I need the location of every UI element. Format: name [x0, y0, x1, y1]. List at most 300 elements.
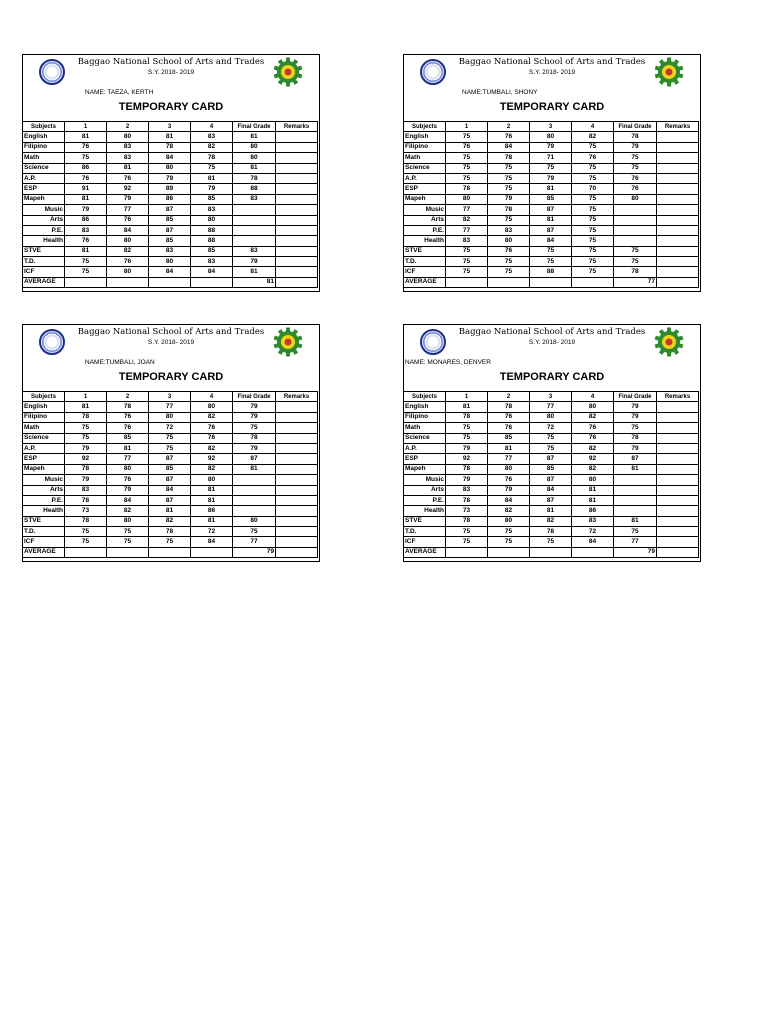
grade-cell-q1: 79	[65, 205, 107, 215]
grade-cell-q3: 87	[530, 475, 572, 485]
table-row	[404, 495, 699, 505]
remarks-cell	[276, 464, 318, 474]
final-grade-cell: 75	[614, 163, 657, 173]
grade-cell-q4: 75	[572, 267, 614, 277]
table-row	[23, 184, 318, 194]
card-title: TEMPORARY CARD	[499, 101, 605, 113]
grade-cell-q2: 81	[107, 163, 149, 173]
final-grade-cell: 76	[614, 173, 657, 183]
grade-cell-q2: 79	[107, 194, 149, 204]
grade-cell-q1: 75	[65, 527, 107, 537]
grade-cell-q1: 73	[65, 506, 107, 516]
average-label: AVERAGE	[404, 277, 446, 287]
subject-cell: Health	[404, 506, 446, 516]
remarks-cell	[276, 402, 318, 412]
column-header: 1	[446, 122, 488, 132]
grade-cell-q2: 76	[488, 246, 530, 256]
remarks-cell	[276, 537, 318, 547]
column-header: Subjects	[404, 122, 446, 132]
table-row	[404, 257, 699, 267]
subject-cell: Music	[404, 205, 446, 215]
subject-cell: English	[404, 402, 446, 412]
school-year: S.Y. 2018- 2019	[528, 69, 576, 76]
final-grade-cell: 79	[614, 142, 657, 152]
grade-cell-q4: 88	[191, 236, 233, 246]
grade-cell-q4: 83	[191, 132, 233, 142]
grade-cell-q3: 79	[149, 173, 191, 183]
grade-cell-q1: 75	[446, 537, 488, 547]
subject-cell: ESP	[23, 184, 65, 194]
final-grade-cell	[614, 475, 657, 485]
final-grade-cell: 75	[233, 423, 276, 433]
grade-cell-q4: 84	[572, 537, 614, 547]
grade-cell-q4: 76	[191, 423, 233, 433]
grade-cell-q1: 77	[446, 225, 488, 235]
grade-cell-q1: 76	[446, 142, 488, 152]
remarks-cell	[657, 153, 699, 163]
grade-cell-q1: 75	[65, 257, 107, 267]
remarks-cell	[657, 454, 699, 464]
school-name: Baggao National School of Arts and Trades	[458, 57, 646, 67]
subject-cell: Mapeh	[23, 194, 65, 204]
average-row	[404, 277, 699, 287]
grade-cell-q1: 76	[65, 173, 107, 183]
final-grade-cell: 80	[233, 142, 276, 152]
column-header: Final Grade	[233, 392, 276, 402]
final-grade-cell	[614, 506, 657, 516]
remarks-cell	[276, 132, 318, 142]
final-grade-cell	[614, 225, 657, 235]
student-name: NAME:TUMBALI, SHONY	[462, 89, 538, 96]
grade-cell-q3: 81	[149, 132, 191, 142]
grade-cell-q3: 79	[530, 173, 572, 183]
grade-cell-q3: 77	[149, 402, 191, 412]
grade-cell-q1: 79	[446, 475, 488, 485]
remarks-cell	[657, 132, 699, 142]
final-grade-cell	[233, 205, 276, 215]
grade-cell-q2: 79	[488, 194, 530, 204]
grade-cell-q2: 75	[488, 173, 530, 183]
grade-cell-q2: 80	[107, 132, 149, 142]
column-header: 2	[488, 122, 530, 132]
grade-cell-q2: 80	[107, 267, 149, 277]
table-row	[404, 215, 699, 225]
final-grade-cell: 75	[614, 246, 657, 256]
grade-cell-q1: 78	[446, 412, 488, 422]
grade-cell-q3: 80	[149, 163, 191, 173]
grade-cell-q4: 80	[191, 475, 233, 485]
final-grade-cell: 81	[233, 163, 276, 173]
remarks-cell	[276, 142, 318, 152]
grade-cell-q4: 82	[191, 142, 233, 152]
grade-cell-q4: 78	[191, 153, 233, 163]
empty-cell	[65, 547, 107, 557]
remarks-cell	[276, 506, 318, 516]
grade-cell-q4: 80	[572, 475, 614, 485]
subject-cell: Health	[23, 236, 65, 246]
subject-cell: ICF	[23, 267, 65, 277]
subject-cell: Arts	[404, 215, 446, 225]
subject-cell: Filipino	[23, 142, 65, 152]
table-row	[404, 225, 699, 235]
grade-cell-q3: 75	[149, 537, 191, 547]
empty-cell	[446, 547, 488, 557]
grade-cell-q2: 80	[107, 464, 149, 474]
grade-cell-q3: 80	[149, 412, 191, 422]
final-grade-cell	[233, 225, 276, 235]
grade-cell-q2: 75	[488, 184, 530, 194]
table-row	[23, 485, 318, 495]
grade-cell-q2: 77	[488, 454, 530, 464]
grade-cell-q1: 75	[65, 433, 107, 443]
remarks-cell	[276, 153, 318, 163]
subject-cell: T.D.	[23, 257, 65, 267]
column-header: Final Grade	[614, 122, 657, 132]
table-row	[23, 194, 318, 204]
subject-cell: Music	[404, 475, 446, 485]
final-grade-cell	[233, 485, 276, 495]
empty-cell	[276, 547, 318, 557]
grade-cell-q4: 76	[572, 153, 614, 163]
grade-cell-q3: 87	[149, 205, 191, 215]
report-card	[403, 324, 701, 562]
table-row	[23, 433, 318, 443]
empty-cell	[65, 277, 107, 287]
average-label: AVERAGE	[23, 277, 65, 287]
grade-cell-q1: 75	[65, 423, 107, 433]
subject-cell: STVE	[23, 246, 65, 256]
remarks-cell	[657, 516, 699, 526]
remarks-cell	[276, 184, 318, 194]
subject-cell: Health	[404, 236, 446, 246]
final-grade-cell	[233, 495, 276, 505]
grade-cell-q3: 71	[530, 153, 572, 163]
remarks-cell	[657, 506, 699, 516]
final-grade-cell: 81	[233, 464, 276, 474]
final-grade-cell: 81	[614, 516, 657, 526]
grade-cell-q3: 83	[149, 246, 191, 256]
subject-cell: T.D.	[404, 257, 446, 267]
remarks-cell	[657, 402, 699, 412]
grade-cell-q3: 85	[149, 464, 191, 474]
grade-cell-q4: 76	[572, 423, 614, 433]
header-row	[404, 122, 699, 132]
grade-cell-q4: 85	[191, 246, 233, 256]
grade-cell-q1: 75	[446, 433, 488, 443]
header-row	[23, 122, 318, 132]
final-grade-cell	[614, 485, 657, 495]
grade-cell-q4: 83	[191, 205, 233, 215]
final-grade-cell: 81	[233, 132, 276, 142]
table-row	[404, 433, 699, 443]
column-header: 3	[149, 392, 191, 402]
remarks-cell	[657, 184, 699, 194]
empty-cell	[572, 277, 614, 287]
table-row	[404, 475, 699, 485]
final-grade-cell: 83	[233, 194, 276, 204]
grade-cell-q1: 73	[446, 506, 488, 516]
grade-cell-q3: 77	[530, 402, 572, 412]
grade-cell-q1: 75	[65, 267, 107, 277]
final-grade-cell: 79	[614, 443, 657, 453]
grade-cell-q2: 75	[488, 537, 530, 547]
table-row	[404, 173, 699, 183]
average-value: 77	[614, 277, 657, 287]
grade-cell-q4: 76	[572, 433, 614, 443]
final-grade-cell	[233, 506, 276, 516]
empty-cell	[149, 547, 191, 557]
table-row	[404, 506, 699, 516]
grade-cell-q1: 78	[446, 184, 488, 194]
grade-cell-q2: 76	[107, 412, 149, 422]
grade-cell-q2: 76	[488, 132, 530, 142]
column-header: 4	[572, 392, 614, 402]
grade-cell-q4: 81	[572, 485, 614, 495]
subject-cell: A.P.	[23, 443, 65, 453]
remarks-cell	[657, 412, 699, 422]
grade-cell-q4: 84	[191, 267, 233, 277]
grade-cell-q4: 75	[572, 142, 614, 152]
grade-cell-q4: 83	[572, 516, 614, 526]
grade-cell-q3: 72	[149, 423, 191, 433]
remarks-cell	[657, 194, 699, 204]
final-grade-cell: 78	[233, 173, 276, 183]
empty-cell	[488, 277, 530, 287]
grade-cell-q1: 81	[65, 246, 107, 256]
grade-cell-q2: 76	[488, 475, 530, 485]
remarks-cell	[276, 443, 318, 453]
remarks-cell	[657, 246, 699, 256]
grades-table	[22, 391, 318, 558]
grade-cell-q4: 75	[572, 173, 614, 183]
remarks-cell	[657, 236, 699, 246]
subject-cell: A.P.	[23, 173, 65, 183]
remarks-cell	[276, 163, 318, 173]
subject-cell: Science	[404, 433, 446, 443]
grade-cell-q3: 87	[149, 475, 191, 485]
column-header: 4	[572, 122, 614, 132]
grade-cell-q3: 87	[149, 225, 191, 235]
grade-cell-q2: 83	[488, 225, 530, 235]
grade-cell-q2: 76	[107, 257, 149, 267]
grade-cell-q4: 72	[572, 527, 614, 537]
table-row	[404, 205, 699, 215]
grade-cell-q3: 78	[149, 142, 191, 152]
grade-cell-q3: 87	[149, 454, 191, 464]
subject-cell: ESP	[404, 454, 446, 464]
subject-cell: Arts	[404, 485, 446, 495]
school-name: Baggao National School of Arts and Trades	[458, 327, 646, 337]
grade-cell-q4: 80	[191, 215, 233, 225]
final-grade-cell: 80	[233, 516, 276, 526]
grade-cell-q1: 76	[65, 236, 107, 246]
grade-cell-q3: 88	[530, 267, 572, 277]
table-row	[23, 257, 318, 267]
grade-cell-q1: 80	[446, 194, 488, 204]
grade-cell-q1: 83	[446, 485, 488, 495]
table-row	[23, 495, 318, 505]
subject-cell: P.E.	[23, 225, 65, 235]
grade-cell-q3: 75	[149, 443, 191, 453]
grade-cell-q1: 83	[446, 236, 488, 246]
final-grade-cell: 78	[614, 267, 657, 277]
grade-cell-q3: 84	[149, 267, 191, 277]
column-header: 4	[191, 122, 233, 132]
remarks-cell	[657, 443, 699, 453]
remarks-cell	[657, 205, 699, 215]
grade-cell-q2: 85	[107, 433, 149, 443]
grade-cell-q2: 84	[107, 495, 149, 505]
table-row	[404, 537, 699, 547]
grade-cell-q2: 76	[107, 173, 149, 183]
final-grade-cell: 81	[233, 267, 276, 277]
grade-cell-q2: 82	[488, 506, 530, 516]
grade-cell-q1: 81	[65, 402, 107, 412]
remarks-cell	[276, 495, 318, 505]
remarks-cell	[276, 485, 318, 495]
grade-cell-q1: 78	[446, 464, 488, 474]
remarks-cell	[657, 215, 699, 225]
grade-cell-q1: 82	[446, 215, 488, 225]
final-grade-cell	[614, 215, 657, 225]
average-value: 81	[233, 277, 276, 287]
final-grade-cell: 77	[614, 537, 657, 547]
subject-cell: ICF	[23, 537, 65, 547]
subject-cell: Filipino	[23, 412, 65, 422]
card-title: TEMPORARY CARD	[118, 371, 224, 383]
empty-cell	[488, 547, 530, 557]
empty-cell	[107, 547, 149, 557]
final-grade-cell: 79	[233, 257, 276, 267]
remarks-cell	[276, 236, 318, 246]
grade-cell-q1: 86	[65, 163, 107, 173]
remarks-cell	[276, 205, 318, 215]
empty-cell	[657, 277, 699, 287]
subject-cell: Music	[23, 205, 65, 215]
column-header: Final Grade	[233, 122, 276, 132]
grade-cell-q4: 79	[191, 184, 233, 194]
remarks-cell	[657, 225, 699, 235]
grade-cell-q3: 75	[149, 433, 191, 443]
final-grade-cell: 75	[233, 527, 276, 537]
subject-cell: STVE	[404, 516, 446, 526]
grade-cell-q2: 80	[488, 516, 530, 526]
table-row	[404, 527, 699, 537]
final-grade-cell: 79	[233, 402, 276, 412]
grade-cell-q2: 82	[107, 246, 149, 256]
remarks-cell	[657, 464, 699, 474]
table-row	[23, 173, 318, 183]
report-card	[22, 54, 320, 292]
report-card	[22, 324, 320, 562]
grade-cell-q4: 81	[191, 485, 233, 495]
grade-cell-q4: 76	[191, 433, 233, 443]
grade-cell-q1: 75	[446, 267, 488, 277]
grade-cell-q1: 78	[446, 516, 488, 526]
column-header: Remarks	[657, 122, 699, 132]
final-grade-cell	[614, 236, 657, 246]
table-row	[404, 246, 699, 256]
grade-cell-q2: 77	[107, 454, 149, 464]
grade-cell-q4: 70	[572, 184, 614, 194]
final-grade-cell	[233, 475, 276, 485]
remarks-cell	[276, 225, 318, 235]
grade-cell-q1: 75	[446, 257, 488, 267]
remarks-cell	[276, 257, 318, 267]
grade-cell-q2: 76	[488, 423, 530, 433]
final-grade-cell: 79	[233, 443, 276, 453]
grade-cell-q2: 78	[107, 402, 149, 412]
grade-cell-q4: 83	[191, 257, 233, 267]
grade-cell-q1: 81	[65, 132, 107, 142]
remarks-cell	[276, 246, 318, 256]
table-row	[23, 423, 318, 433]
final-grade-cell: 83	[233, 246, 276, 256]
grade-cell-q1: 83	[65, 225, 107, 235]
grade-cell-q3: 72	[530, 423, 572, 433]
column-header: Final Grade	[614, 392, 657, 402]
final-grade-cell: 80	[614, 194, 657, 204]
grade-cell-q4: 81	[191, 516, 233, 526]
grade-cell-q4: 75	[191, 163, 233, 173]
remarks-cell	[657, 142, 699, 152]
final-grade-cell: 78	[614, 132, 657, 142]
subject-cell: Mapeh	[23, 464, 65, 474]
remarks-cell	[276, 173, 318, 183]
table-row	[404, 163, 699, 173]
grade-cell-q1: 79	[65, 443, 107, 453]
grade-cell-q3: 81	[149, 506, 191, 516]
grade-cell-q1: 92	[65, 454, 107, 464]
subject-cell: English	[23, 132, 65, 142]
subject-cell: English	[23, 402, 65, 412]
grade-cell-q4: 85	[191, 194, 233, 204]
table-row	[404, 464, 699, 474]
grade-cell-q2: 79	[107, 485, 149, 495]
grade-cell-q4: 75	[572, 236, 614, 246]
grade-cell-q1: 78	[65, 516, 107, 526]
subject-cell: P.E.	[404, 495, 446, 505]
empty-cell	[530, 547, 572, 557]
grade-cell-q3: 82	[530, 516, 572, 526]
subject-cell: Math	[404, 423, 446, 433]
subject-cell: ESP	[23, 454, 65, 464]
student-name: NAME:TUMBALI, JOAN	[85, 359, 155, 366]
column-header: Subjects	[23, 122, 65, 132]
final-grade-cell: 88	[233, 184, 276, 194]
subject-cell: Science	[23, 433, 65, 443]
empty-cell	[530, 277, 572, 287]
final-grade-cell: 79	[614, 402, 657, 412]
subject-cell: A.P.	[404, 443, 446, 453]
column-header: 1	[446, 392, 488, 402]
table-row	[23, 132, 318, 142]
grade-cell-q3: 82	[149, 516, 191, 526]
table-row	[23, 163, 318, 173]
remarks-cell	[657, 475, 699, 485]
subject-cell: Music	[23, 475, 65, 485]
grade-cell-q2: 75	[488, 215, 530, 225]
table-row	[404, 423, 699, 433]
table-row	[404, 236, 699, 246]
empty-cell	[149, 277, 191, 287]
grade-cell-q2: 80	[488, 464, 530, 474]
column-header: 3	[530, 122, 572, 132]
grade-cell-q4: 75	[572, 163, 614, 173]
table-row	[23, 402, 318, 412]
grades-table	[403, 391, 699, 558]
column-header: 2	[107, 392, 149, 402]
